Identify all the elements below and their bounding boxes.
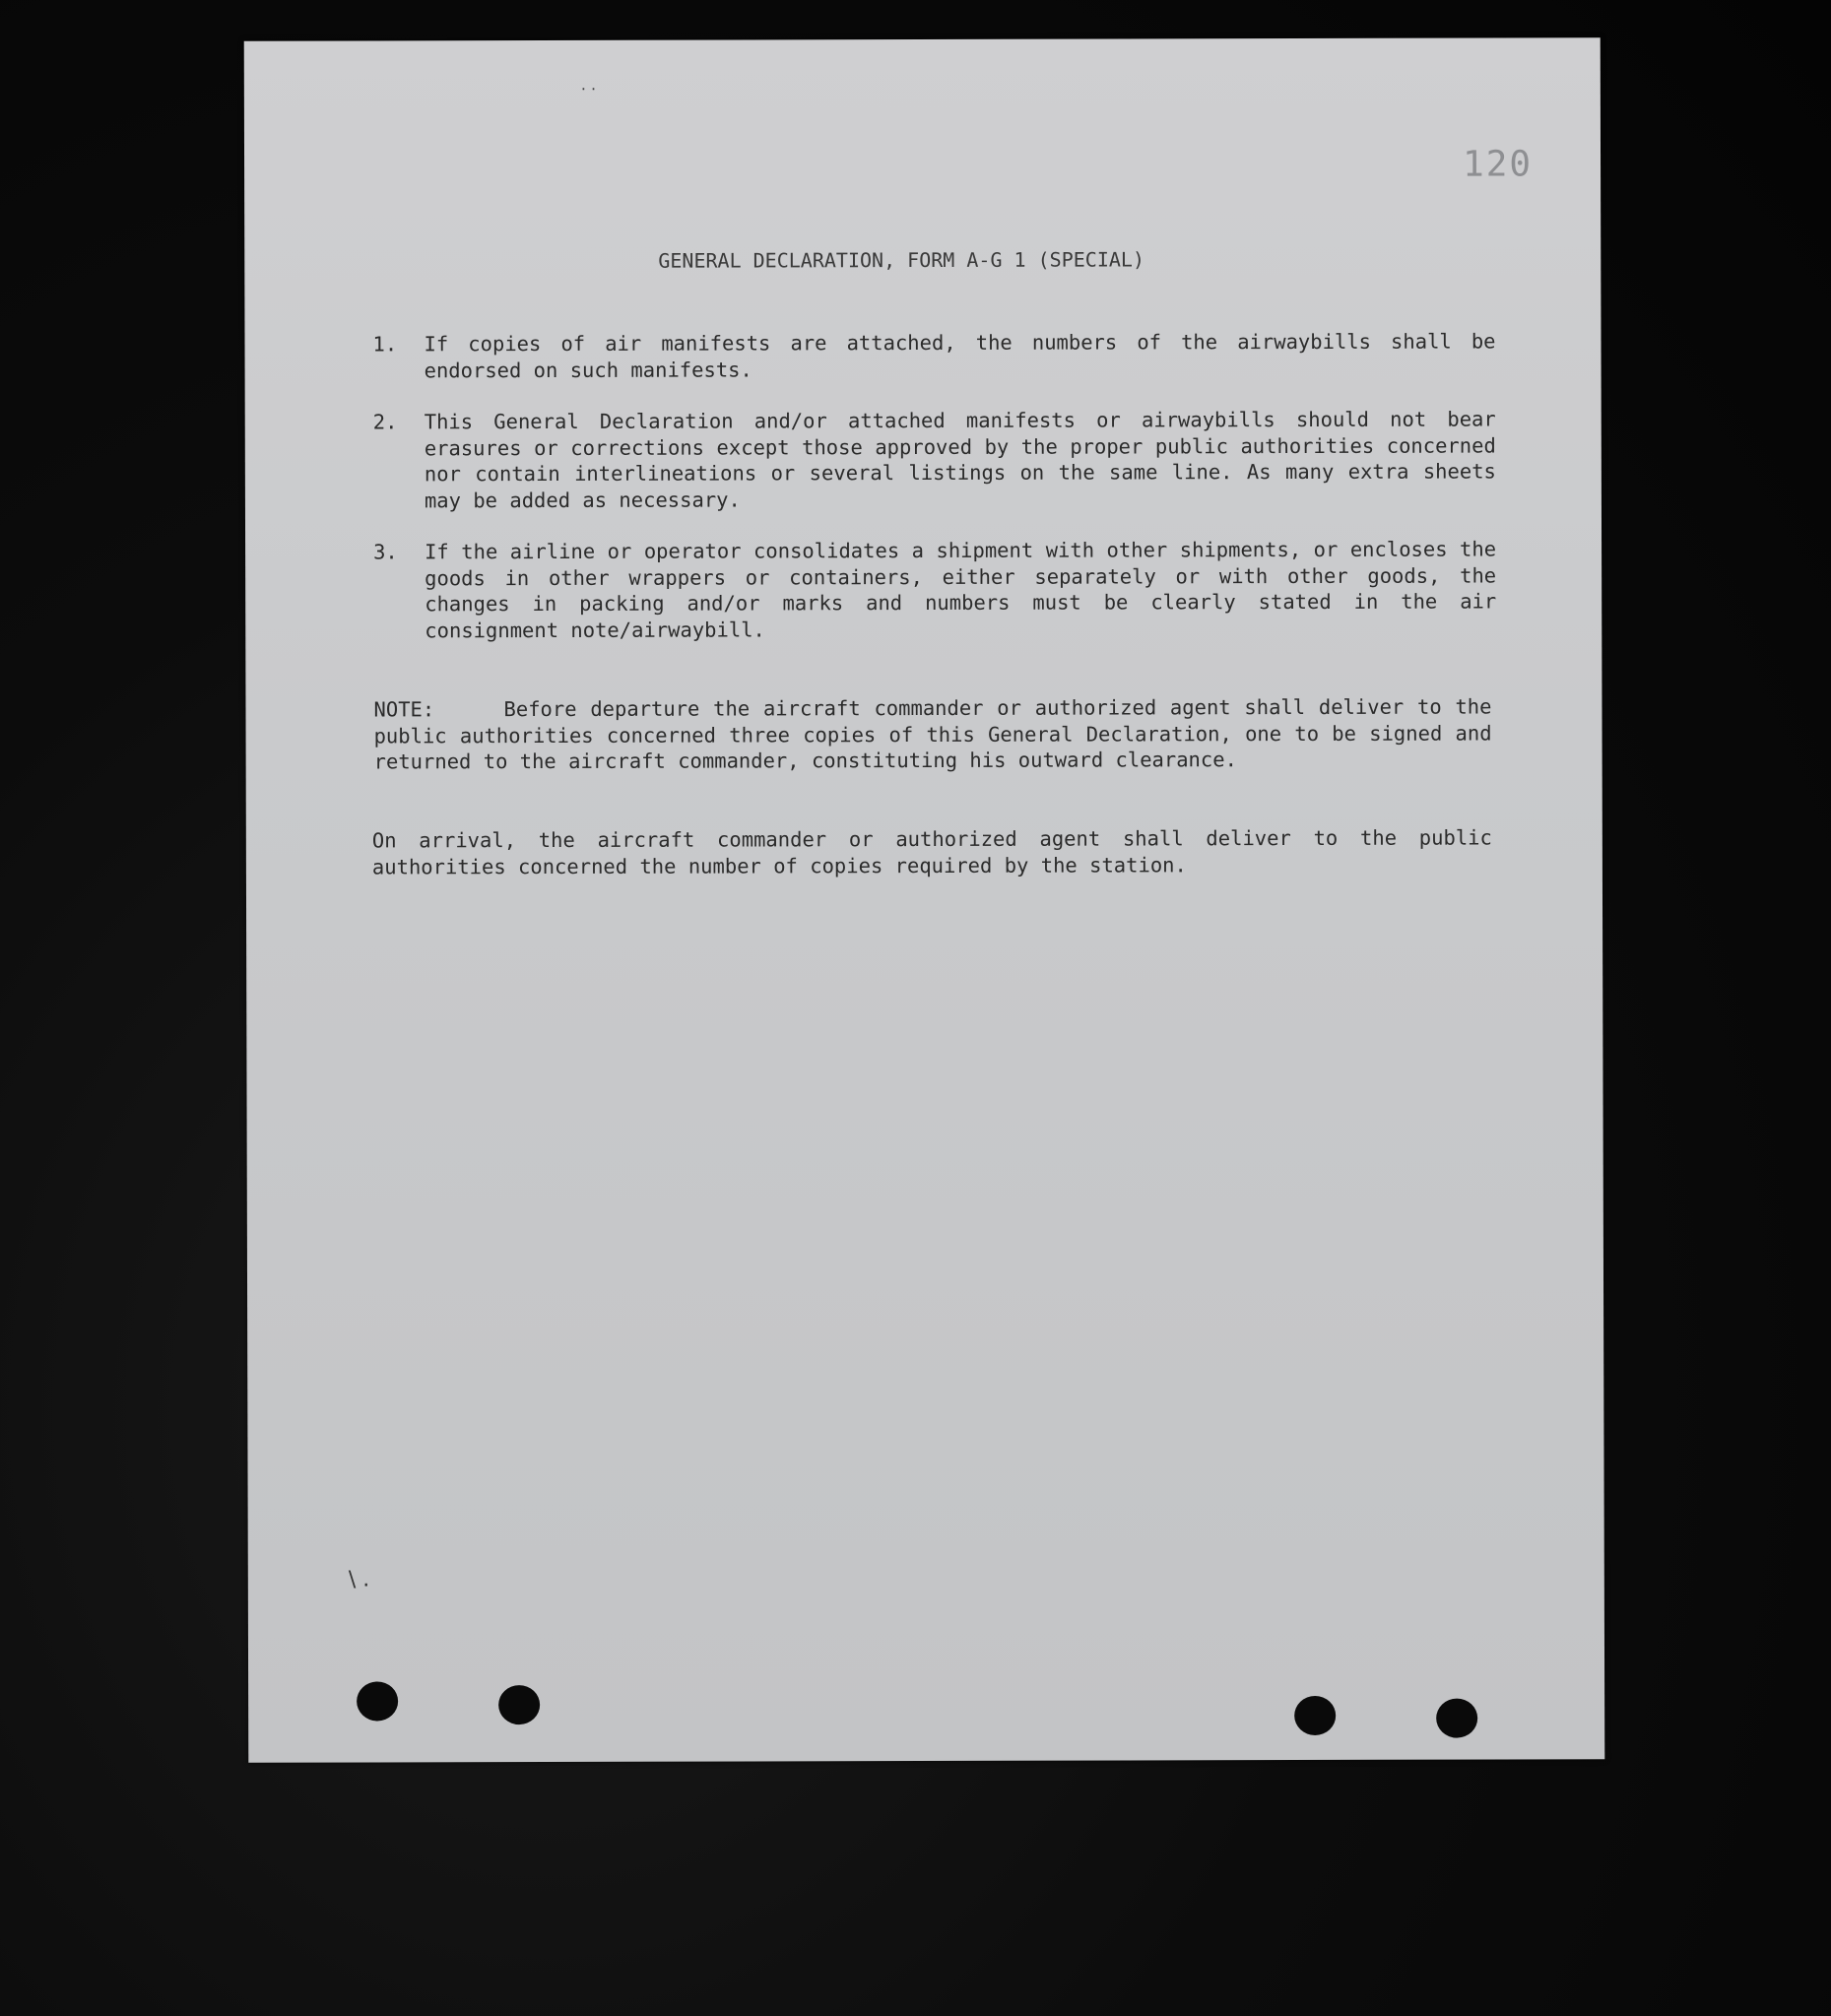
list-item-number: 3.	[373, 540, 398, 564]
document-title: GENERAL DECLARATION, FORM A-G 1 (SPECIAL)	[658, 247, 1145, 273]
punch-hole	[498, 1685, 540, 1724]
list-item-number: 1.	[372, 332, 398, 357]
list-item	[372, 328, 1496, 382]
punch-hole	[1294, 1696, 1336, 1735]
list-item-number: 2.	[372, 410, 398, 434]
scan-speck: · ·	[580, 79, 597, 98]
punch-hole	[1436, 1699, 1477, 1738]
note-label: NOTE:	[373, 697, 435, 722]
scan-speck: \ .	[348, 1567, 370, 1593]
list-item-text: This General Declaration and/or attached manifests or airwaybills should not bear erasures or corrections except those approved by the proper public authorities concerned nor contain interlineations or several listings on the same line. As many extra sheets may be added as necessary.	[424, 407, 1496, 512]
punch-hole	[357, 1681, 398, 1721]
document-page	[244, 37, 1605, 1763]
list-item-text: If the airline or operator consolidates a shipment with other shipments, or encloses the goods in other wrappers or containers, either separately or with other goods, the changes in packing and/or marks and numbers must be clearly stated in the air consignment note/airwaybill.	[425, 537, 1497, 642]
arrival-paragraph: On arrival, the aircraft commander or authorized agent shall deliver to the public authorities concerned the number of copies required by the station.	[371, 825, 1492, 878]
note-text: Before departure the aircraft commander or authorized agent shall deliver to the public authorities concerned three copies of this General Declaration, one to be signed and returned to the aircraft commander, constituting his outward clearance.	[373, 694, 1492, 774]
list-item	[372, 406, 1496, 512]
list-item	[373, 536, 1497, 642]
list-item-text: If copies of air manifests are attached, the numbers of the airwaybills shall be endorsed on such manifests.	[424, 329, 1496, 382]
page-number: 120	[1462, 144, 1534, 185]
note-paragraph	[373, 693, 1491, 774]
